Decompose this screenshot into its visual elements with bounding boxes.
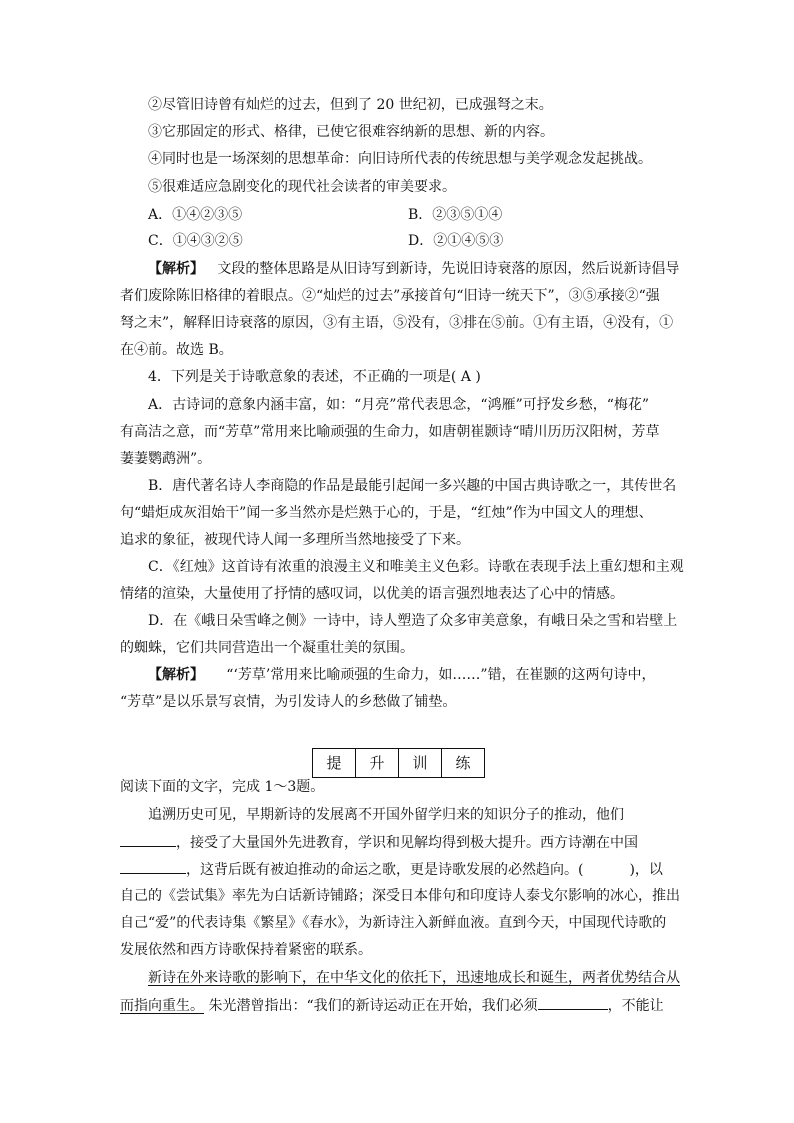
passage-p1-line-5: 自己“爱”的代表诗集《繁星》《春水》，为新诗注入新鲜血液。直到今天，中国现代诗歌的 <box>120 915 667 931</box>
passage-text: 朱光潜曾指出：“我们的新诗运动正在开始，我们必须 <box>208 998 538 1014</box>
passage-p2-line-1 <box>148 968 708 988</box>
passage-text: ，接受了大量国外先进教育，学识和见解均得到极大提升。西方诗潮在中国 <box>176 835 638 851</box>
q4-option-d-line-2: 的蜘蛛，它们共同营造出一个凝重壮美的氛围。 <box>120 640 414 656</box>
section-banner <box>312 748 485 778</box>
q4-option-b-line-1: B．唐代著名诗人李商隐的作品是最能引起闻一多兴趣的中国古典诗歌之一，其传世名 <box>148 478 677 494</box>
q3-analysis-line-1 <box>148 259 708 279</box>
q4-option-a-line-1: A．古诗词的意象内涵丰富，如：“月亮”常代表思念，“鸿雁”可抒发乡愁，“梅花” <box>148 397 650 413</box>
q3-option-b: B．②③⑤①④ <box>408 207 503 223</box>
passage-text: )，以 <box>629 862 663 878</box>
q4-option-c-line-2: 情绪的渲染，大量使用了抒情的感叹词，以优美的语言强烈地表达了心中的情感。 <box>120 586 624 602</box>
analysis-label: 【解析】 <box>148 261 204 277</box>
q3-analysis-line-4: 在④前。故选 B。 <box>120 342 233 358</box>
q4-option-c-line-1: C．《红烛》这首诗有浓重的浪漫主义和唯美主义色彩。诗歌在表现手法上重幻想和主观 <box>148 559 684 575</box>
fill-blank <box>120 832 176 847</box>
banner-char: 升 <box>356 749 399 777</box>
reading-intro: 阅读下面的文字，完成 1～3题。 <box>120 779 325 795</box>
q3-analysis-text-1: 文段的整体思路是从旧诗写到新诗，先说旧诗衰落的原因，然后说新诗倡导 <box>217 261 680 277</box>
passage-text: ，这背后既有被迫推动的命运之歌，更是诗歌发展的必然趋向。( <box>186 862 584 878</box>
q4-analysis-line-1 <box>148 665 708 685</box>
q3-item-2: ②尽管旧诗曾有灿烂的过去，但到了 20 世纪初，已成强弩之末。 <box>148 97 553 113</box>
passage-p2-line-2 <box>120 995 680 1016</box>
analysis-label: 【解析】 <box>148 667 204 683</box>
q4-option-d-line-1: D．在《峨日朵雪峰之侧》一诗中，诗人塑造了众多审美意象，有峨日朵之雪和岩壁上 <box>148 613 678 629</box>
q3-analysis-line-2: 者们废除陈旧格律的着眼点。②“灿烂的过去”承接首句“旧诗一统天下”，③⑤承接②“强 <box>120 288 660 304</box>
passage-p1-line-6: 发展依然和西方诗歌保持着紧密的联系。 <box>120 942 372 958</box>
q3-option-c: C．①④③②⑤ <box>148 233 243 249</box>
fill-blank <box>120 859 186 874</box>
banner-char: 训 <box>399 749 442 777</box>
q4-option-b-line-3: 追求的象征，被现代诗人闻一多理所当然地接受了下来。 <box>120 532 470 548</box>
q4-option-b-line-2: 句“蜡炬成灰泪始干”闻一多当然亦是烂熟于心的，于是，“红烛”作为中国文人的理想、 <box>120 505 653 521</box>
passage-p1-line-1: 追溯历史可见，早期新诗的发展离不开国外留学归来的知识分子的推动，他们 <box>148 807 624 823</box>
q3-item-3: ③它那固定的形式、格律，已使它很难容纳新的思想、新的内容。 <box>148 124 554 140</box>
q3-item-5: ⑤很难适应急剧变化的现代社会读者的审美要求。 <box>148 179 456 195</box>
passage-text: ，不能让 <box>607 998 664 1014</box>
banner-char: 练 <box>455 754 471 772</box>
q3-analysis-line-3: 弩之末”，解释旧诗衰落的原因，③有主语，⑤没有，③排在⑤前。①有主语，④没有，① <box>120 315 674 331</box>
passage-p1-line-3 <box>120 859 680 880</box>
underlined-sentence: 而指向重生。 <box>120 998 204 1014</box>
q3-item-4: ④同时也是一场深刻的思想革命：向旧诗所代表的传统思想与美学观念发起挑战。 <box>148 151 652 167</box>
q4-option-a-line-2: 有高洁之意，而“芳草”常用来比喻顽强的生命力，如唐朝崔颢诗“晴川历历汉阳树，芳草 <box>120 424 660 440</box>
underlined-sentence: 新诗在外来诗歌的影响下，在中华文化的依托下，迅速地成长和诞生，两者优势结合从 <box>148 970 680 986</box>
q3-option-d: D．②①④⑤③ <box>408 233 504 249</box>
q3-option-a: A．①④②③⑤ <box>148 207 243 223</box>
fill-blank <box>538 995 608 1010</box>
q4-stem: 4．下列是关于诗歌意象的表述，不正确的一项是( A ) <box>148 369 481 385</box>
q4-option-a-line-3: 萋萋鹦鹉洲”。 <box>120 451 212 467</box>
passage-p1-line-2 <box>120 832 680 853</box>
q4-analysis-line-2: “芳草”是以乐景写哀情，为引发诗人的乡愁做了铺垫。 <box>120 694 457 710</box>
q4-analysis-text-1: “‘芳草’常用来比喻顽强的生命力，如……”错，在崔颢的这两句诗中， <box>226 667 656 683</box>
banner-char: 提 <box>313 749 356 777</box>
passage-p1-line-4: 自己的《尝试集》率先为白话新诗铺路；深受日本俳句和印度诗人泰戈尔影响的冰心，推出 <box>120 888 680 904</box>
